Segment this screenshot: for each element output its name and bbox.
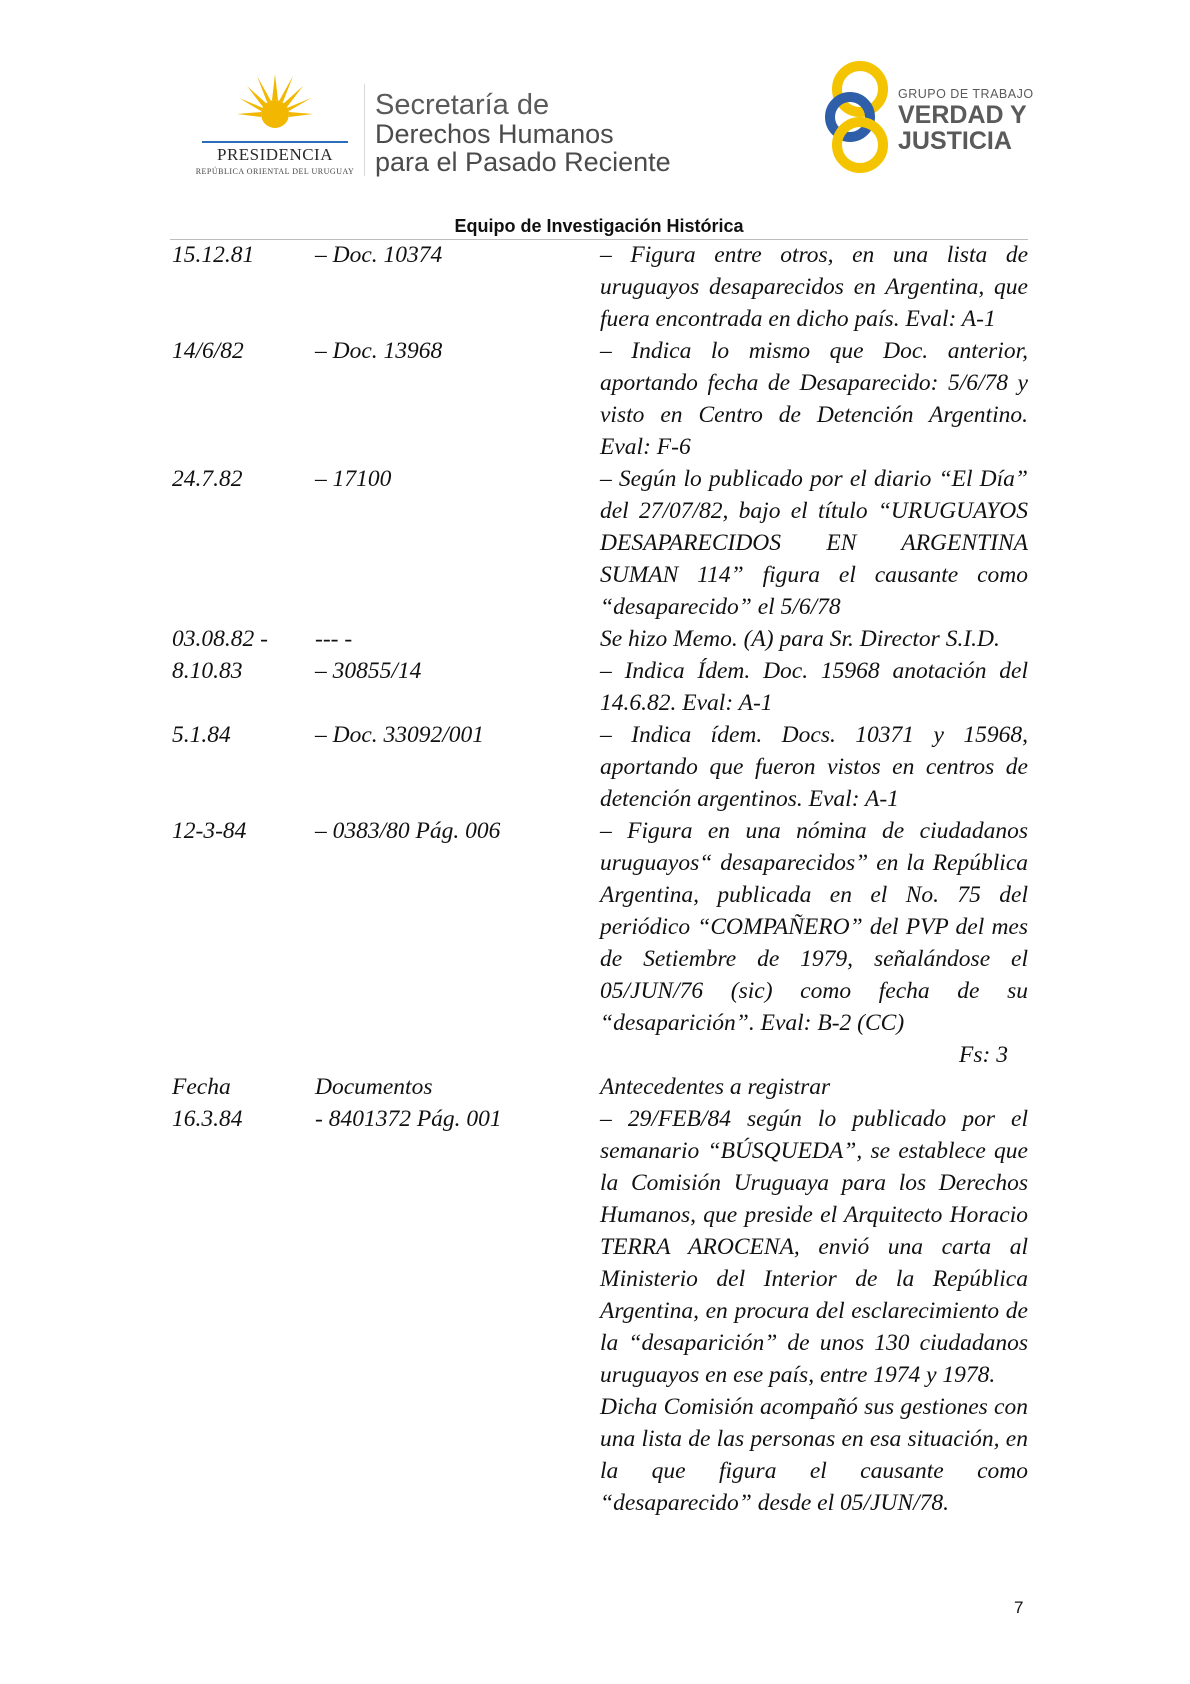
presidencia-subtitle: REPÚBLICA ORIENTAL DEL URUGUAY bbox=[195, 167, 355, 176]
record-row bbox=[172, 655, 1028, 719]
record-date: 5.1.84 bbox=[172, 722, 231, 748]
secretaria-line-1: Secretaría de bbox=[375, 89, 550, 121]
presidencia-rule bbox=[202, 141, 348, 143]
record-desc: Dicha Comisión acompañó sus gestiones con una lista de las personas en esa situación, en la que figura el causante como “desaparecido” desde el 05/JUN/78. bbox=[600, 1394, 1028, 1516]
record-doc: --- - bbox=[315, 626, 353, 652]
record-desc: – Según lo publicado por el diario “El Día” del 27/07/82, bajo el título “URUGUAYOS DESAPARECIDOS EN ARGENTINA SUMAN 114” figura el causante como “desaparecido” el 5/6/78 bbox=[600, 466, 1028, 620]
record-row bbox=[172, 815, 1028, 1039]
record-row bbox=[172, 335, 1028, 463]
record-date: 15.12.81 bbox=[172, 242, 255, 268]
record-desc: – 29/FEB/84 según lo publicado por el semanario “BÚSQUEDA”, se establece que la Comisión Uruguaya para los Derechos Humanos, que preside el Arquitecto Horacio TERRA AROCENA, envió una carta al Ministerio del Interior de la República Argentina, en procura del esclarecimiento de la “desaparición” de unos 130 ciudadanos uruguayos en ese país, entre 1974 y 1978. bbox=[600, 1106, 1028, 1388]
record-row bbox=[172, 463, 1028, 623]
page-number: 7 bbox=[1014, 1598, 1024, 1617]
records-table bbox=[172, 239, 1028, 1519]
secretaria-logo-text bbox=[375, 90, 705, 176]
record-doc: – 0383/80 Pág. 006 bbox=[315, 818, 501, 844]
record-desc: Se hizo Memo. (A) para Sr. Director S.I.D. bbox=[600, 626, 1000, 652]
verdad-justicia-logo bbox=[820, 55, 1040, 185]
record-date: 8.10.83 bbox=[172, 658, 243, 684]
record-date: 12-3-84 bbox=[172, 818, 247, 844]
rings-logo-icon bbox=[820, 55, 900, 180]
grupo-label: GRUPO DE TRABAJO bbox=[898, 87, 1034, 101]
team-title: Equipo de Investigación Histórica bbox=[454, 216, 744, 236]
sun-emblem-icon bbox=[235, 70, 315, 150]
header-documentos: Documentos bbox=[315, 1074, 433, 1100]
record-row bbox=[172, 719, 1028, 815]
record-row bbox=[172, 239, 1028, 335]
secretaria-line-2: Derechos Humanos bbox=[375, 119, 614, 149]
record-desc: – Indica lo mismo que Doc. anterior, aportando fecha de Desaparecido: 5/6/78 y visto en Centro de Detención Argentino. Eval: F-6 bbox=[600, 338, 1028, 460]
justicia-label: JUSTICIA bbox=[898, 127, 1012, 155]
page-header bbox=[0, 0, 1190, 230]
column-headers bbox=[172, 1071, 1028, 1103]
record-desc: – Figura entre otros, en una lista de uruguayos desaparecidos en Argentina, que fuera encontrada en dicho país. Eval: A-1 bbox=[600, 242, 1028, 332]
secretaria-line-3: para el Pasado Reciente bbox=[375, 147, 671, 177]
record-doc: – Doc. 13968 bbox=[315, 338, 443, 364]
record-date: 24.7.82 bbox=[172, 466, 243, 492]
presidencia-logo bbox=[190, 70, 360, 180]
record-doc: - 8401372 Pág. 001 bbox=[315, 1106, 502, 1132]
record-doc: – Doc. 10374 bbox=[315, 242, 443, 268]
header-antecedentes: Antecedentes a registrar bbox=[600, 1074, 831, 1100]
folio-number: Fs: 3 bbox=[959, 1042, 1008, 1068]
record-date: 03.08.82 - bbox=[172, 626, 268, 652]
record-date: 14/6/82 bbox=[172, 338, 244, 364]
record-row bbox=[172, 623, 1028, 655]
presidencia-name: PRESIDENCIA bbox=[216, 145, 333, 164]
record-desc: – Figura en una nómina de ciudadanos uruguayos“ desaparecidos” en la República Argentina, publicada en el No. 75 del periódico “COMPAÑERO” del PVP del mes de Setiembre de 1979, señalándose el 05/JUN/76 (sic) como fecha de su “desaparición”. Eval: B-2 (CC) bbox=[600, 818, 1028, 1036]
verdad-label: VERDAD Y bbox=[898, 101, 1027, 129]
record-doc: – 30855/14 bbox=[315, 658, 422, 684]
record-desc: – Indica Ídem. Doc. 15968 anotación del 14.6.82. Eval: A-1 bbox=[600, 658, 1028, 716]
header-fecha: Fecha bbox=[172, 1074, 231, 1100]
record-row bbox=[172, 1391, 1028, 1519]
record-doc: – Doc. 33092/001 bbox=[315, 722, 485, 748]
record-date: 16.3.84 bbox=[172, 1106, 243, 1132]
record-doc: – 17100 bbox=[315, 466, 392, 492]
record-desc: – Indica ídem. Docs. 10371 y 15968, aportando que fueron vistos en centros de detención argentinos. Eval: A-1 bbox=[600, 722, 1028, 812]
record-row bbox=[172, 1103, 1028, 1391]
logo-divider bbox=[364, 84, 365, 176]
